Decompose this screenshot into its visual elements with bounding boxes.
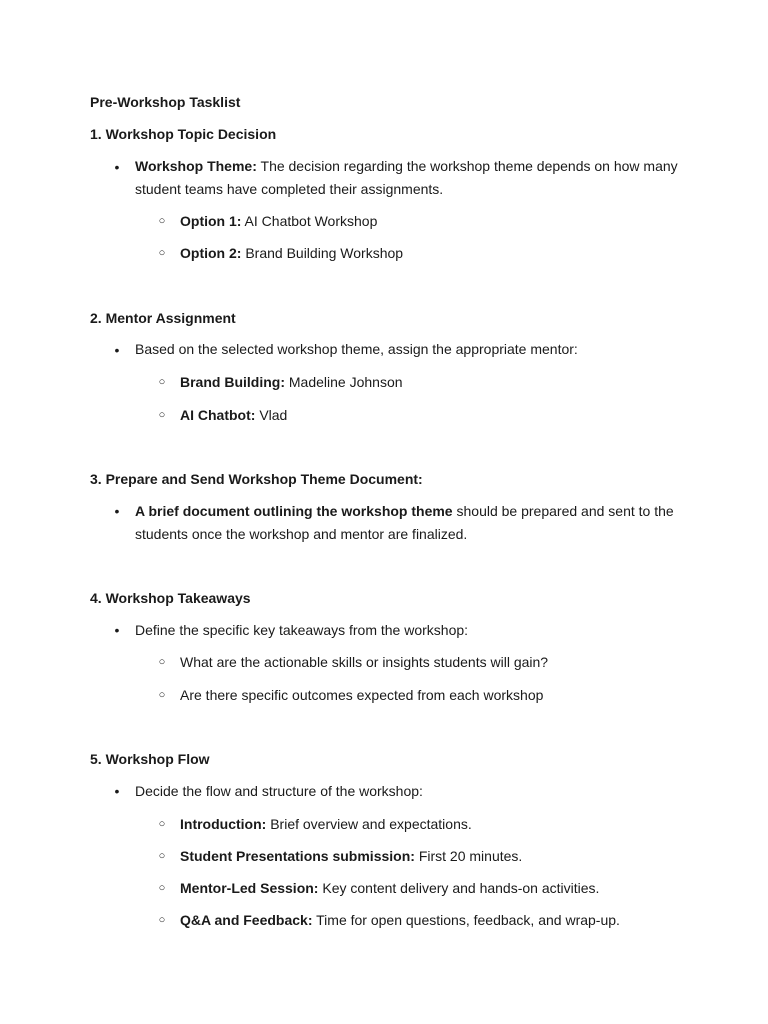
sub-bullet-marker: ○ (158, 376, 166, 388)
sub-bullet-marker: ○ (158, 215, 166, 227)
sub-bullet-text (180, 242, 403, 265)
sub-bullet-marker: ○ (158, 914, 166, 926)
sub-bullet-body: What are the actionable skills or insights students will gain? (180, 654, 549, 670)
sub-bullet-label: Introduction: (180, 816, 267, 832)
sub-bullet-text (180, 909, 620, 932)
bullet-body: Define the specific key takeaways from the workshop: (135, 622, 469, 638)
sub-bullet-body: Time for open questions, feedback, and wrap-up. (312, 912, 620, 928)
section-heading: 3. Prepare and Send Workshop Theme Document: (90, 471, 423, 487)
sub-bullet-text (180, 845, 522, 868)
bullet-body: The decision regarding the workshop theme depends on how many student teams have completed their assignments. (135, 158, 678, 197)
bullet-marker: • (114, 159, 120, 175)
sub-bullet-marker: ○ (158, 247, 166, 259)
sub-bullet-body: AI Chatbot Workshop (241, 213, 378, 229)
section-heading: 4. Workshop Takeaways (90, 590, 251, 606)
document-title: Pre-Workshop Tasklist (90, 94, 241, 110)
sub-bullet-marker: ○ (158, 689, 166, 701)
sub-bullet-label: Option 1: (180, 213, 242, 229)
bullet-text (135, 780, 680, 803)
sub-bullet-marker: ○ (158, 850, 166, 862)
bullet-marker: • (114, 622, 120, 638)
sub-bullet-label: Brand Building: (180, 374, 285, 390)
sub-bullet-text (180, 813, 472, 836)
sub-bullet-body: First 20 minutes. (414, 848, 523, 864)
bullet-body: Based on the selected workshop theme, assign the appropriate mentor: (135, 341, 578, 357)
sub-bullet-body: Brief overview and expectations. (266, 816, 472, 832)
sub-bullet-body: Vlad (255, 407, 288, 423)
bullet-body: Decide the flow and structure of the workshop: (135, 783, 423, 799)
sub-bullet-label: Option 2: (180, 245, 242, 261)
sub-bullet-label: AI Chatbot: (180, 407, 256, 423)
sub-bullet-text (180, 210, 377, 233)
sub-bullet-text (180, 371, 403, 394)
sub-bullet-label: Mentor-Led Session: (180, 880, 319, 896)
sub-bullet-marker: ○ (158, 818, 166, 830)
bullet-marker: • (114, 342, 120, 358)
bullet-body: should be prepared and sent to the students once the workshop and mentor are finalized. (135, 503, 674, 542)
bullet-marker: • (114, 783, 120, 799)
sub-bullet-body: Brand Building Workshop (241, 245, 404, 261)
bullet-text (135, 500, 680, 546)
sub-bullet-label: Student Presentations submission: (180, 848, 415, 864)
section-heading: 5. Workshop Flow (90, 751, 210, 767)
sub-bullet-text (180, 877, 599, 900)
sub-bullet-text (180, 404, 287, 427)
sub-bullet-marker: ○ (158, 409, 166, 421)
bullet-marker: • (114, 503, 120, 519)
sub-bullet-text (180, 684, 543, 707)
bullet-label: A brief document outlining the workshop theme (135, 503, 453, 519)
sub-bullet-body: Key content delivery and hands-on activities. (318, 880, 600, 896)
bullet-label: Workshop Theme: (135, 158, 257, 174)
sub-bullet-text (180, 651, 548, 674)
sub-bullet-label: Q&A and Feedback: (180, 912, 313, 928)
sub-bullet-marker: ○ (158, 882, 166, 894)
bullet-text (135, 155, 680, 201)
bullet-text (135, 619, 680, 642)
section-heading: 1. Workshop Topic Decision (90, 126, 277, 142)
section-heading: 2. Mentor Assignment (90, 310, 236, 326)
sub-bullet-marker: ○ (158, 656, 166, 668)
bullet-text (135, 338, 680, 361)
sub-bullet-body: Are there specific outcomes expected from each workshop (180, 687, 544, 703)
sub-bullet-body: Madeline Johnson (285, 374, 403, 390)
